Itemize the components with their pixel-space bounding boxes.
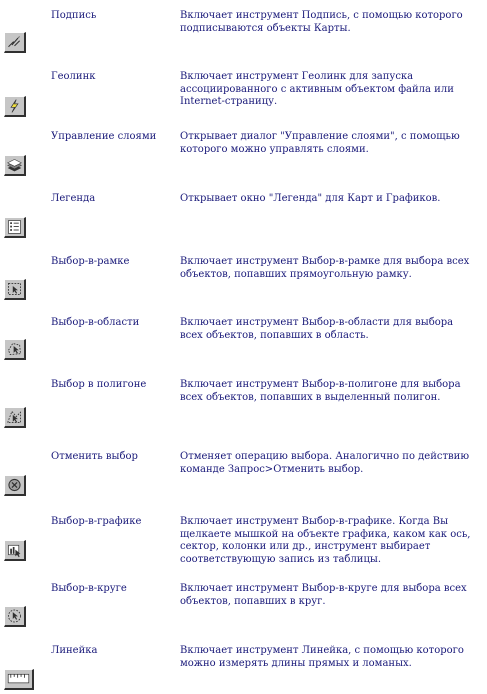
tool-name: Выбор-в-области (51, 317, 140, 328)
marquee-select-icon[interactable] (4, 279, 26, 300)
tool-description: Включает инструмент Выбор-в-графике. Когда Вы щелкаете мышкой на объекте графика, каком как ось, сектор, колонки или др., инструмент выбирает соответствующую запись из таблицы. (180, 516, 471, 565)
polygon-select-icon[interactable] (4, 407, 26, 428)
unselect-icon[interactable] (4, 475, 26, 496)
tool-description: Включает инструмент Выбор-в-области для выбора всех объектов, попавших в область. (180, 317, 454, 341)
tool-description: Включает инструмент Подпись, с помощью которого подписываются объекты Карты. (180, 10, 463, 34)
tool-description: Отменяет операцию выбора. Аналогично по действию команде Запрос>Отменить выбор. (180, 451, 470, 475)
tool-name: Подпись (51, 10, 97, 21)
tool-name: Выбор-в-рамке (51, 256, 130, 267)
tool-description: Включает инструмент Выбор-в-полигоне для выбора всех объектов, попавших в выделенный полигон. (180, 379, 461, 403)
graph-select-icon[interactable] (4, 540, 26, 561)
layer-control-icon[interactable] (4, 155, 26, 176)
tool-description: Включает инструмент Выбор-в-рамке для выбора всех объектов, попавших прямоугольную рамку. (180, 256, 470, 280)
tool-name: Линейка (51, 645, 98, 656)
tool-name: Выбор-в-круге (51, 583, 127, 594)
legend-icon[interactable] (4, 217, 26, 238)
tool-name: Легенда (51, 193, 96, 204)
tool-name: Управление слоями (51, 131, 157, 142)
tool-description: Включает инструмент Геолинк для запуска ассоциированного с активным объектом файла или Internet-страницу. (180, 71, 454, 107)
radius-select-icon[interactable] (4, 606, 26, 627)
ruler-icon[interactable] (4, 669, 34, 690)
hotlink-icon[interactable] (4, 96, 26, 117)
signature-icon[interactable] (4, 32, 26, 53)
tool-name: Геолинк (51, 71, 96, 82)
tool-name: Отменить выбор (51, 451, 138, 462)
tool-name: Выбор-в-графике (51, 516, 142, 527)
tool-description: Открывает диалог "Управление слоями", с помощью которого можно управлять слоями. (180, 131, 460, 155)
boundary-select-icon[interactable] (4, 339, 26, 360)
tool-description: Включает инструмент Линейка, с помощью которого можно измерять длины прямых и ломаных. (180, 645, 464, 669)
tool-description: Включает инструмент Выбор-в-круге для выбора всех объектов, попавших в круг. (180, 583, 467, 607)
tool-name: Выбор в полигоне (51, 379, 147, 390)
tool-description: Открывает окно "Легенда" для Карт и Графиков. (180, 193, 441, 204)
